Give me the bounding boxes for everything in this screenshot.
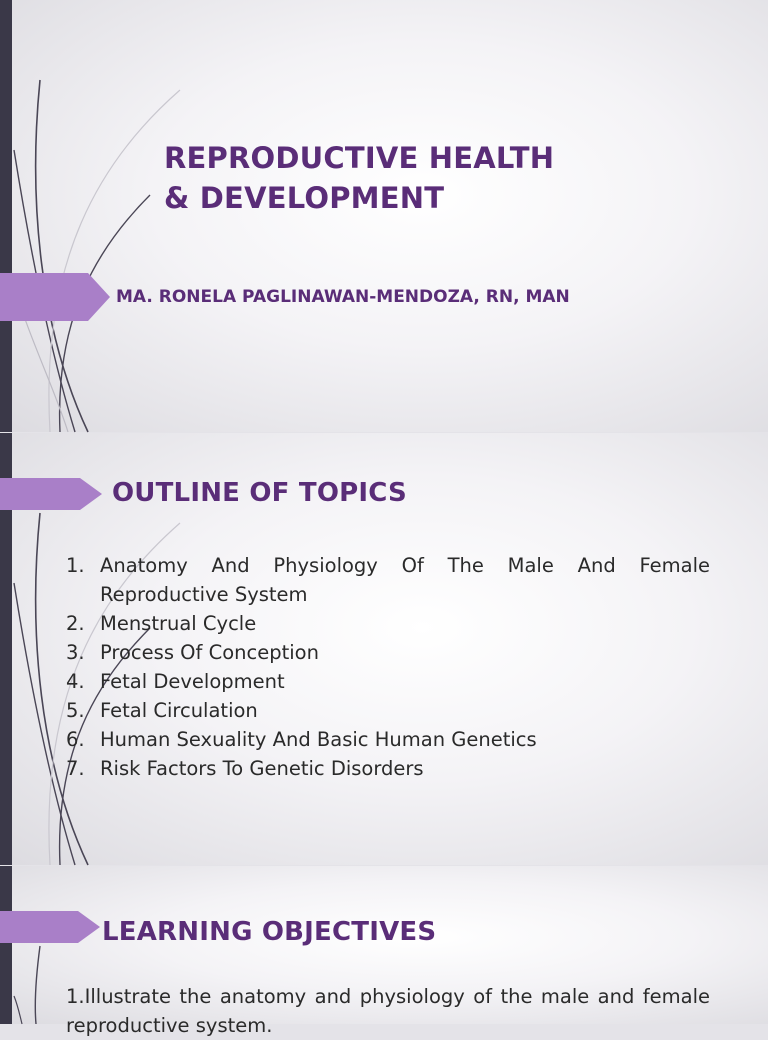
accent-tab	[0, 273, 110, 321]
section-title: LEARNING OBJECTIVES	[102, 917, 437, 947]
list-item	[66, 551, 710, 609]
title-line-1: REPRODUCTIVE HEALTH	[164, 141, 555, 175]
author-name: MA. RONELA PAGLINAWAN-MENDOZA, RN, MAN	[116, 287, 570, 307]
list-item-text: Risk Factors To Genetic Disorders	[100, 757, 424, 780]
list-item-text: Fetal Circulation	[100, 699, 258, 722]
list-item-number: 6.	[66, 728, 85, 751]
list-item-number: 3.	[66, 641, 85, 664]
page-title	[164, 138, 554, 218]
list-item	[66, 754, 710, 783]
objective-number: 1.	[66, 985, 85, 1008]
list-item	[66, 725, 710, 754]
slide-title	[0, 0, 768, 432]
topics-list	[66, 551, 710, 783]
objective-text: Illustrate the anatomy and physiology of the male and female reproductive system.	[66, 985, 710, 1037]
list-item-text: Anatomy And Physiology Of The Male And Female Reproductive System	[100, 554, 710, 606]
title-line-2: & DEVELOPMENT	[164, 181, 445, 215]
list-item-number: 4.	[66, 670, 85, 693]
list-item-text: Fetal Development	[100, 670, 285, 693]
list-item-text: Human Sexuality And Basic Human Genetics	[100, 728, 537, 751]
objective-item	[66, 982, 710, 1040]
list-item-number: 7.	[66, 757, 85, 780]
list-item-number: 2.	[66, 612, 85, 635]
section-title: OUTLINE OF TOPICS	[112, 478, 407, 508]
list-item	[66, 609, 710, 638]
slide-outline	[0, 433, 768, 865]
list-item	[66, 638, 710, 667]
list-item-text: Menstrual Cycle	[100, 612, 257, 635]
swoosh-decoration	[0, 0, 160, 432]
slide-objectives	[0, 866, 768, 1037]
list-item-number: 1.	[66, 554, 85, 577]
list-item	[66, 667, 710, 696]
list-item-number: 5.	[66, 699, 85, 722]
list-item-text: Process Of Conception	[100, 641, 319, 664]
list-item	[66, 696, 710, 725]
